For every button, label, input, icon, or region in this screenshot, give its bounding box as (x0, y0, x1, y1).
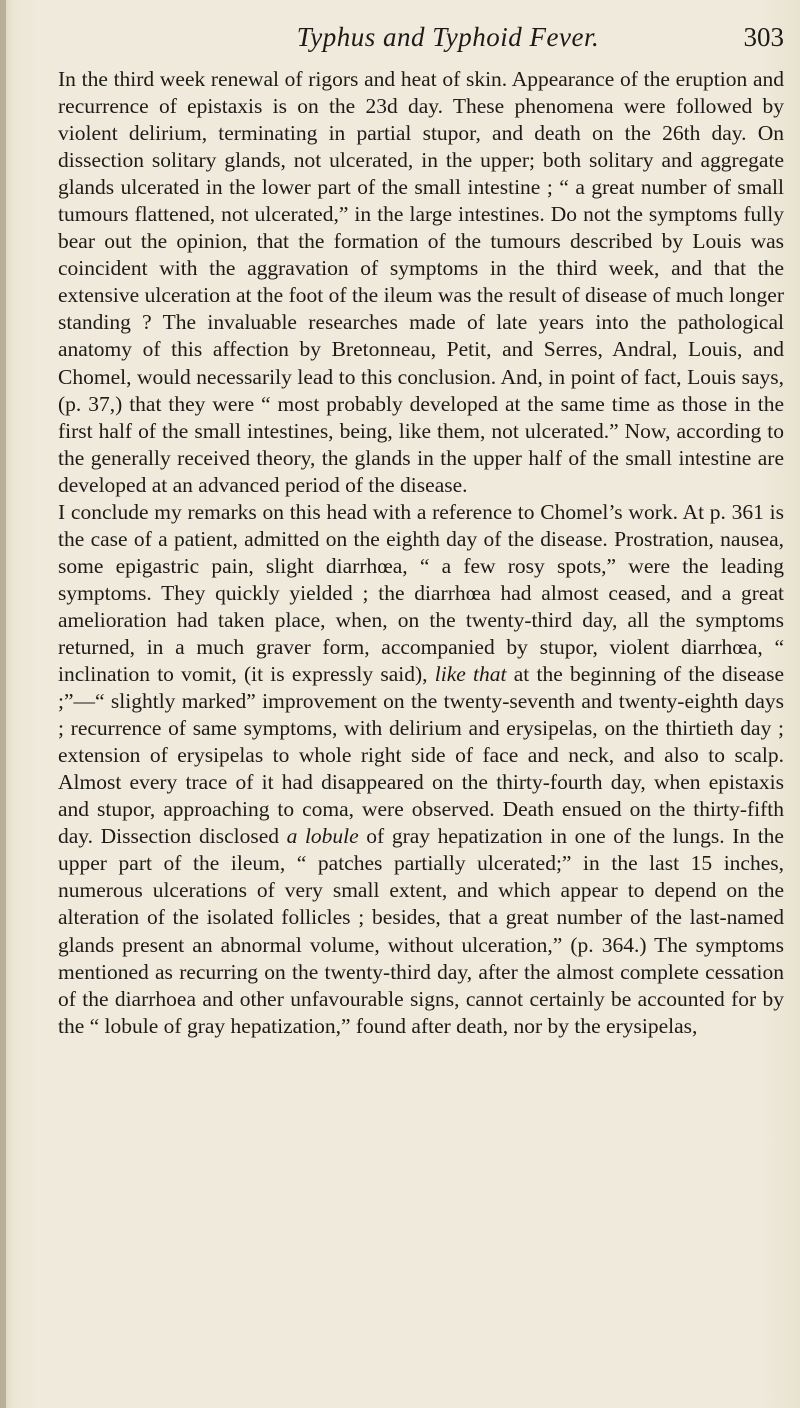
paragraph-2-italic-a-lobule: a lobule (286, 824, 359, 849)
paragraph-2-part-b: at the beginning of the disease ;”—“ slightly marked” improvement on the twenty-seventh and twenty-eighth days ; recurrence of same symptoms, with delirium and erysipelas, on the thirtieth day ; extension of erysipelas to whole right side of face and neck, and also to scalp. Almost every trace of it had disappeared on the thirty-fourth day, when epistaxis and stupor, approaching to coma, were observed. Death ensued on the thirty-fifth day. Dissection disclosed (58, 662, 784, 849)
paragraph-2-part-c: of gray hepatization in one of the lungs. In the upper part of the ileum, “ patches partially ulcerated;” in the last 15 inches, numerous ulcerations of very small extent, and which appear to depend on the alteration of the isolated follicles ; besides, that a great number of the last-named glands present an abnormal volume, without ulceration,” (p. 364.) The symptoms mentioned as recurring on the twenty-third day, after the almost complete cessation of the diarrhoea and other unfavourable signs, cannot certainly be accounted for by the “ lobule of gray hepatization,” found after death, nor by the erysipelas, (58, 824, 784, 1038)
page-number: 303 (743, 22, 784, 52)
running-title: Typhus and Typhoid Fever. (296, 22, 600, 52)
body-text (58, 66, 784, 1040)
book-spine-edge (0, 0, 6, 1408)
paragraph-1: In the third week renewal of rigors and heat of skin. Appearance of the eruption and recurrence of epistaxis is on the 23d day. These phenomena were followed by violent delirium, terminating in partial stupor, and death on the 26th day. On dissection solitary glands, not ulcerated, in the upper; both solitary and aggregate glands ulcerated in the lower part of the small intestine ; “ a great number of small tumours flattened, not ulcerated,” in the large intestines. Do not the symptoms fully bear out the opinion, that the formation of the tumours described by Louis was coincident with the aggravation of symptoms in the third week, and that the extensive ulceration at the foot of the ileum was the result of disease of much longer standing ? The invaluable researches made of late years into the pathological anatomy of this affection by Bretonneau, Petit, and Serres, Andral, Louis, and Chomel, would necessarily lead to this conclusion. And, in point of fact, Louis says, (p. 37,) that they were “ most probably developed at the same time as those in the first half of the small intestines, being, like them, not ulcerated.” Now, according to the generally received theory, the glands in the upper half of the small intestine are developed at an advanced period of the disease. (58, 67, 784, 497)
paragraph-2 (58, 499, 784, 1040)
page-header (112, 22, 784, 62)
paragraph-2-part-a: I conclude my remarks on this head with a reference to Chomel’s work. At p. 361 is the case of a patient, admitted on the eighth day of the disease. Prostration, nausea, some epigastric pain, slight diarrhœa, “ a few rosy spots,” were the leading symptoms. They quickly yielded ; the diarrhœa had almost ceased, and a great amelioration had taken place, when, on the twenty-third day, all the symptoms returned, in a much graver form, accompanied by stupor, violent diarrhœa, “ inclination to vomit, (it is expressly said), (58, 499, 784, 687)
paragraph-2-italic-like-that: like that (434, 662, 507, 687)
